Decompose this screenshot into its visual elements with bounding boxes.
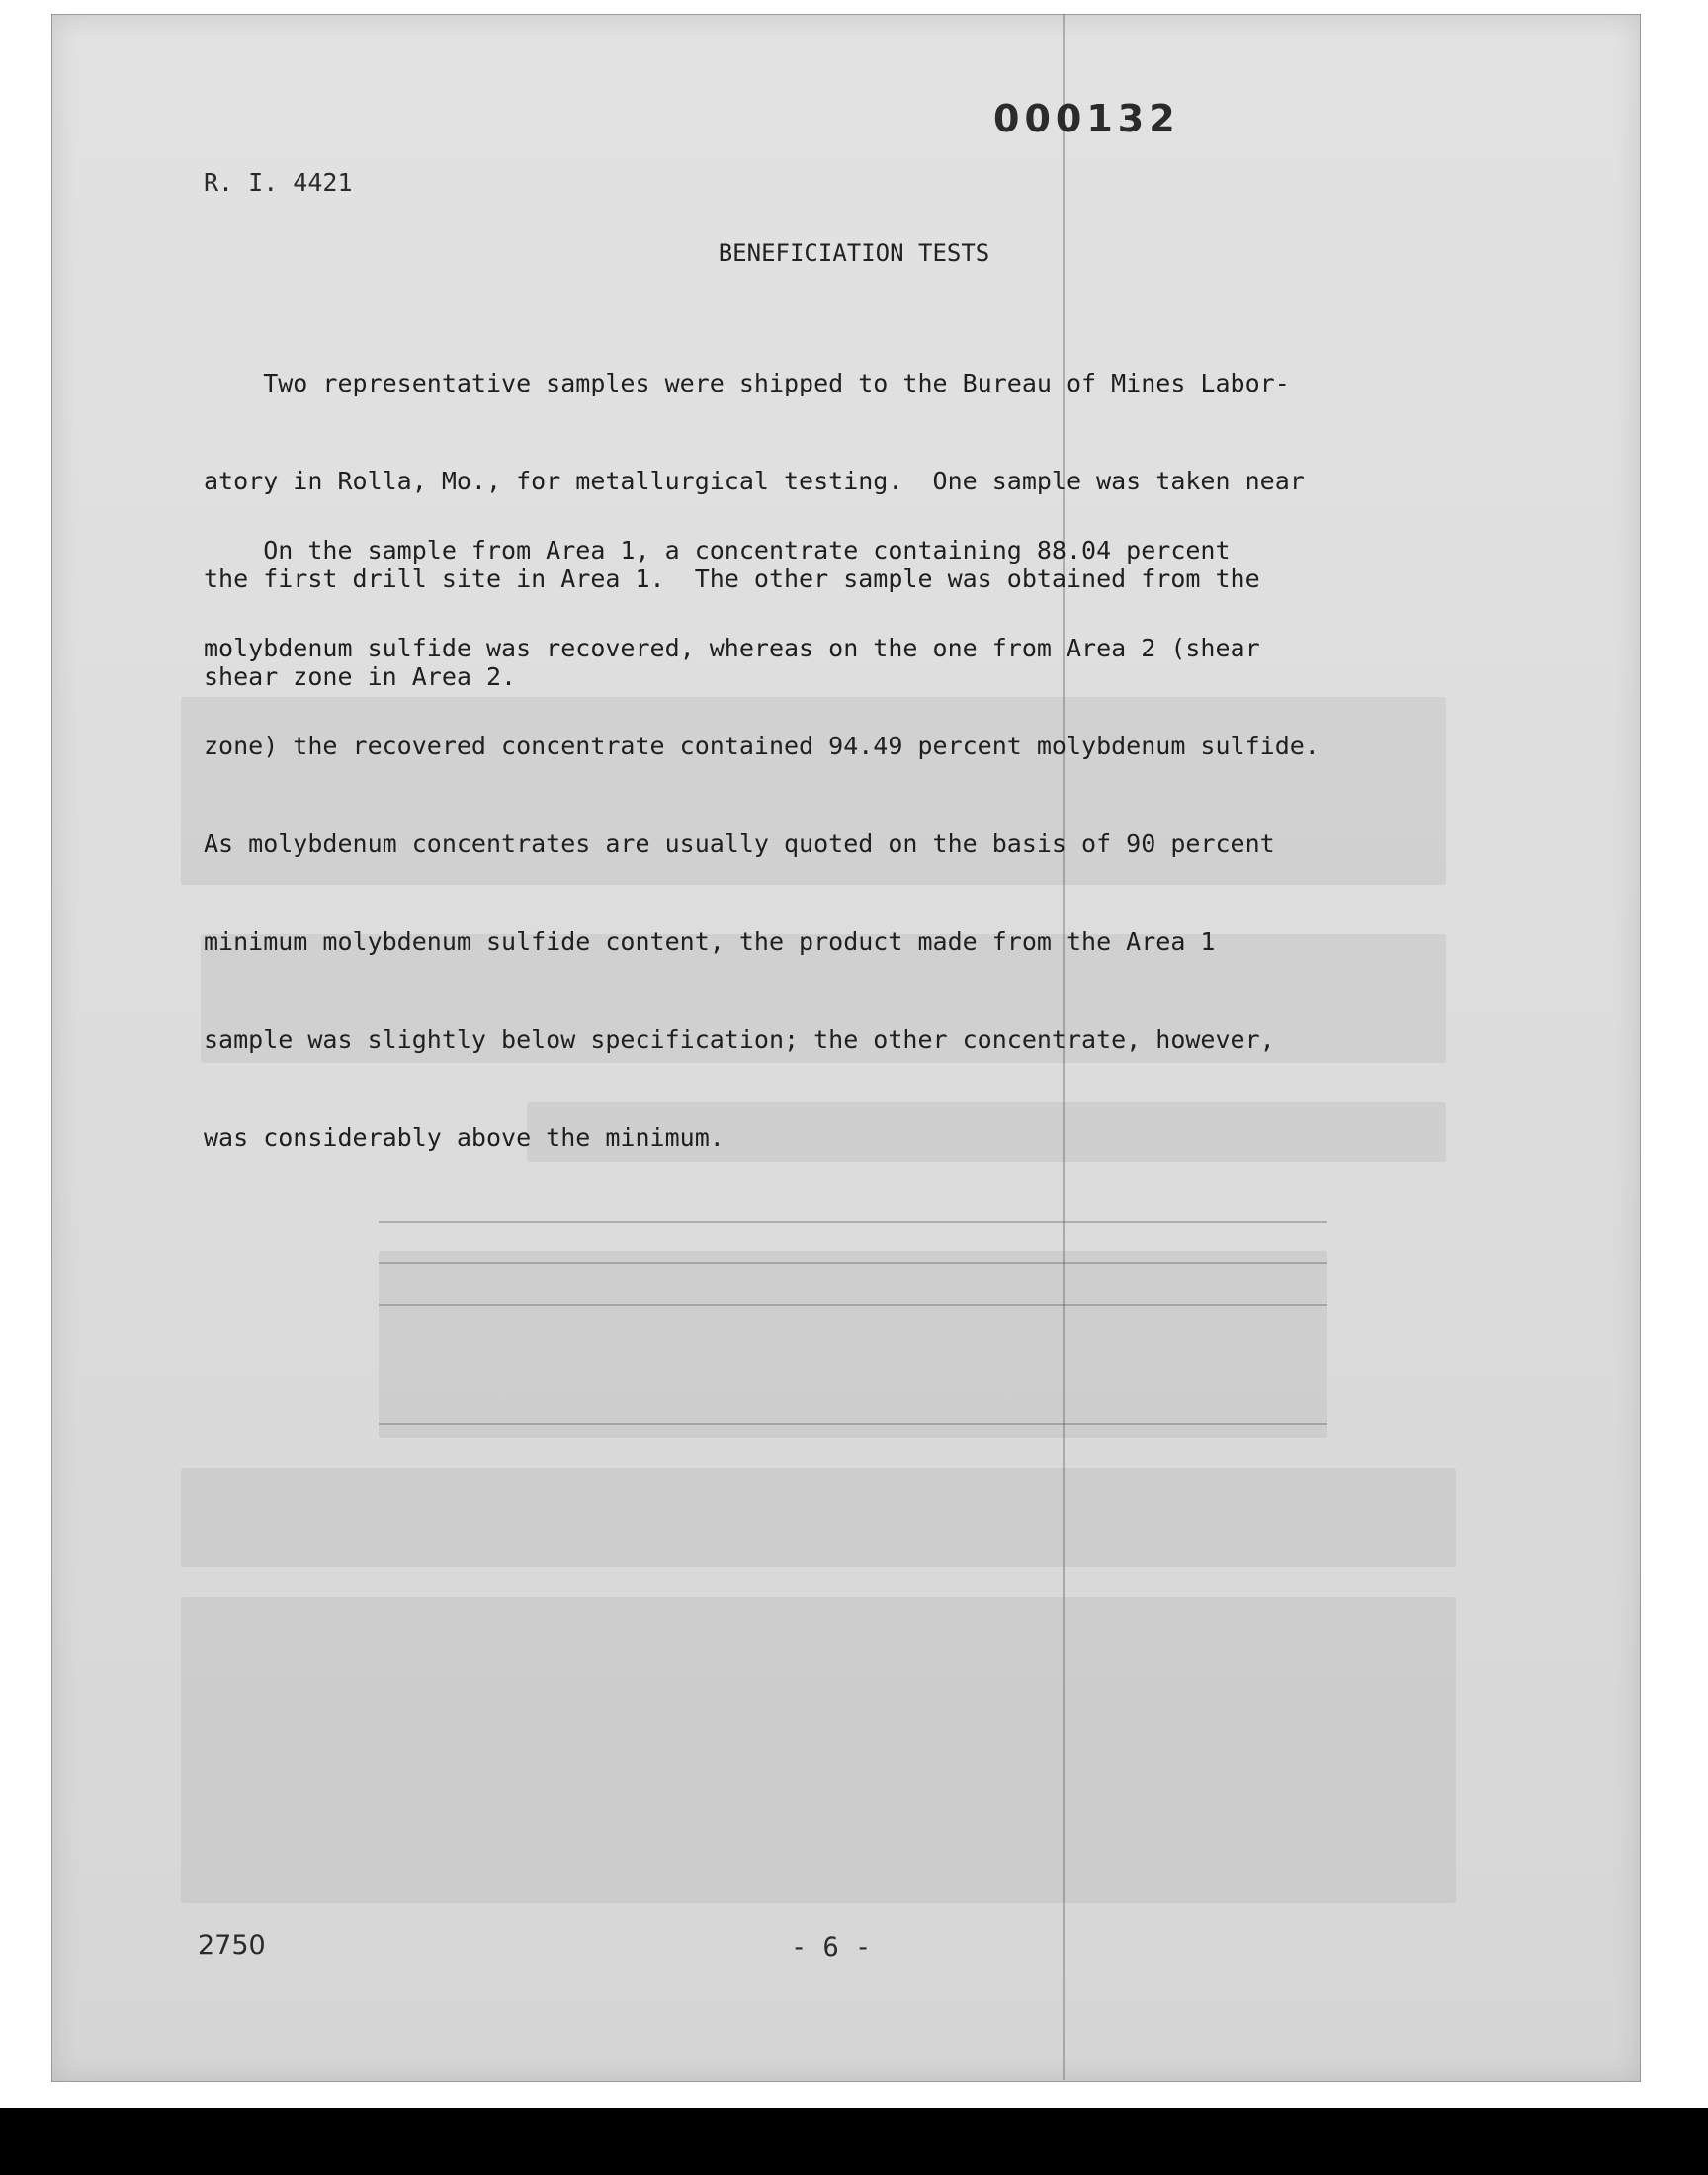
text-line: sample was slightly below specification; the other concentrate, however, (204, 1025, 1275, 1054)
bleed-through-rule (379, 1423, 1327, 1425)
section-heading-text: BENEFICIATION TESTS (718, 239, 990, 267)
text-line: zone) the recovered concentrate contained 94.49 percent molybdenum sulfide. (204, 732, 1320, 760)
section-heading (0, 239, 1708, 267)
page-number: - 6 - (791, 1932, 872, 1962)
bleed-through-rule (379, 1304, 1327, 1306)
bleed-through-text (181, 1597, 1456, 1903)
bleed-through-rule (379, 1221, 1327, 1223)
text-line: the first drill site in Area 1. The other sample was obtained from the (204, 565, 1260, 593)
footer-code: 2750 (198, 1930, 266, 1960)
paragraph-results (204, 469, 1528, 1186)
text-line: molybdenum sulfide was recovered, whereas on the one from Area 2 (shear (204, 634, 1260, 662)
bleed-through-text (181, 1468, 1456, 1567)
stamp-number: 000132 (993, 97, 1180, 140)
bleed-through-table (379, 1251, 1327, 1438)
report-id: R. I. 4421 (204, 168, 353, 197)
text-line: minimum molybdenum sulfide content, the product made from the Area 1 (204, 927, 1216, 956)
text-line: As molybdenum concentrates are usually quoted on the basis of 90 percent (204, 829, 1275, 858)
text-line: was considerably above the minimum. (204, 1123, 725, 1152)
text-line: atory in Rolla, Mo., for metallurgical testing. One sample was taken near (204, 467, 1305, 495)
text-line: On the sample from Area 1, a concentrate containing 88.04 percent (204, 536, 1231, 565)
bleed-through-rule (379, 1262, 1327, 1264)
scan-border (0, 2108, 1708, 2175)
text-line: Two representative samples were shipped to the Bureau of Mines Labor- (204, 369, 1290, 397)
text-line: shear zone in Area 2. (204, 662, 517, 691)
